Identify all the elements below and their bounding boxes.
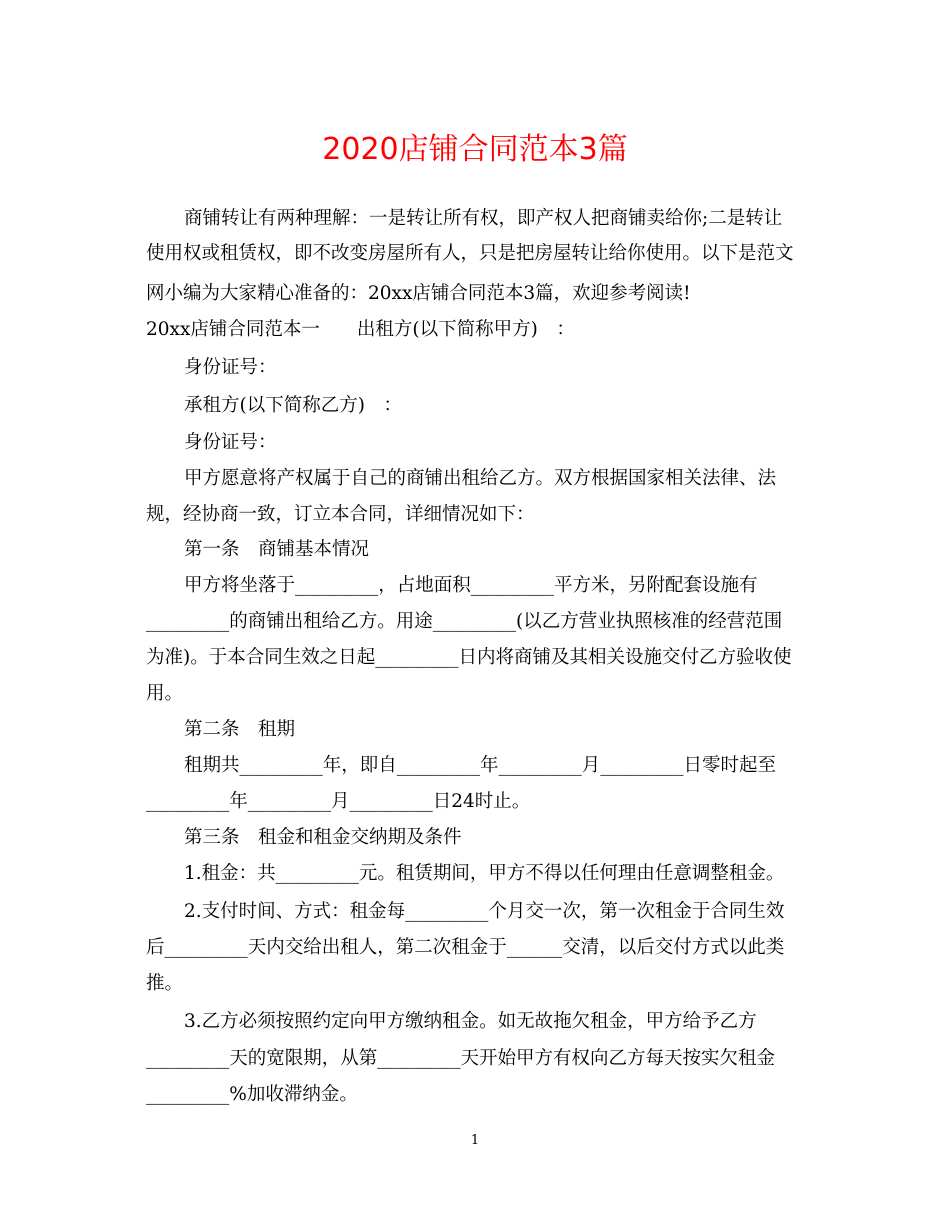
body-line: 1.租金：共_________元。租赁期间，甲方不得以任何理由任意调整租金。 [184, 863, 785, 884]
body-line: 2.支付时间、方式：租金每_________个月交一次，第一次租金于合同生效 [184, 901, 785, 922]
section-heading: 第三条 租金和租金交纳期及条件 [184, 827, 462, 848]
body-line: _________天的宽限期，从第_________天开始甲方有权向乙方每天按实欠租金 [146, 1048, 776, 1069]
body-line: 用。 [146, 683, 184, 704]
document-title: 2020店铺合同范本3篇 [322, 132, 628, 167]
page-number: 1 [470, 1133, 480, 1148]
body-line: 为准)。于本合同生效之日起_________日内将商铺及其相关设施交付乙方验收使 [146, 647, 792, 668]
body-line: 甲方将坐落于_________，占地面积_________平方米，另附配套设施有 [184, 575, 758, 596]
section-heading: 第一条 商铺基本情况 [184, 539, 370, 560]
body-line: 商铺转让有两种理解：一是转让所有权，即产权人把商铺卖给你;二是转让 [184, 208, 783, 229]
body-line: 使用权或租赁权，即不改变房屋所有人，只是把房屋转让给你使用。以下是范文 [146, 243, 794, 264]
body-line: _________年_________月_________日24时止。 [146, 791, 531, 812]
body-line: 后_________天内交给出租人，第二次租金于______交清，以后交付方式以此类 [146, 937, 785, 958]
body-line: 承租方(以下简称乙方) ： [184, 395, 402, 416]
body-line: 规，经协商一致，订立本合同，详细情况如下： [146, 504, 535, 525]
body-line: 租期共_________年，即自_________年_________月_________日零时起至 [184, 755, 777, 776]
body-line: 推。 [146, 973, 184, 994]
body-line: _________%加收滞纳金。 [146, 1084, 358, 1105]
body-line: 20xx店铺合同范本一 出租方(以下简称甲方) ： [146, 319, 575, 340]
body-line: 身份证号： [184, 357, 277, 378]
body-line: 甲方愿意将产权属于自己的商铺出租给乙方。双方根据国家相关法律、法 [184, 468, 777, 489]
body-line: _________的商铺出租给乙方。用途_________(以乙方营业执照核准的经营范围 [146, 611, 783, 632]
body-line: 身份证号： [184, 432, 277, 453]
section-heading: 第二条 租期 [184, 719, 296, 740]
body-line: 3.乙方必须按照约定向甲方缴纳租金。如无故拖欠租金，甲方给予乙方 [184, 1011, 757, 1032]
body-line: 网小编为大家精心准备的：20xx店铺合同范本3篇，欢迎参考阅读! [146, 283, 691, 304]
